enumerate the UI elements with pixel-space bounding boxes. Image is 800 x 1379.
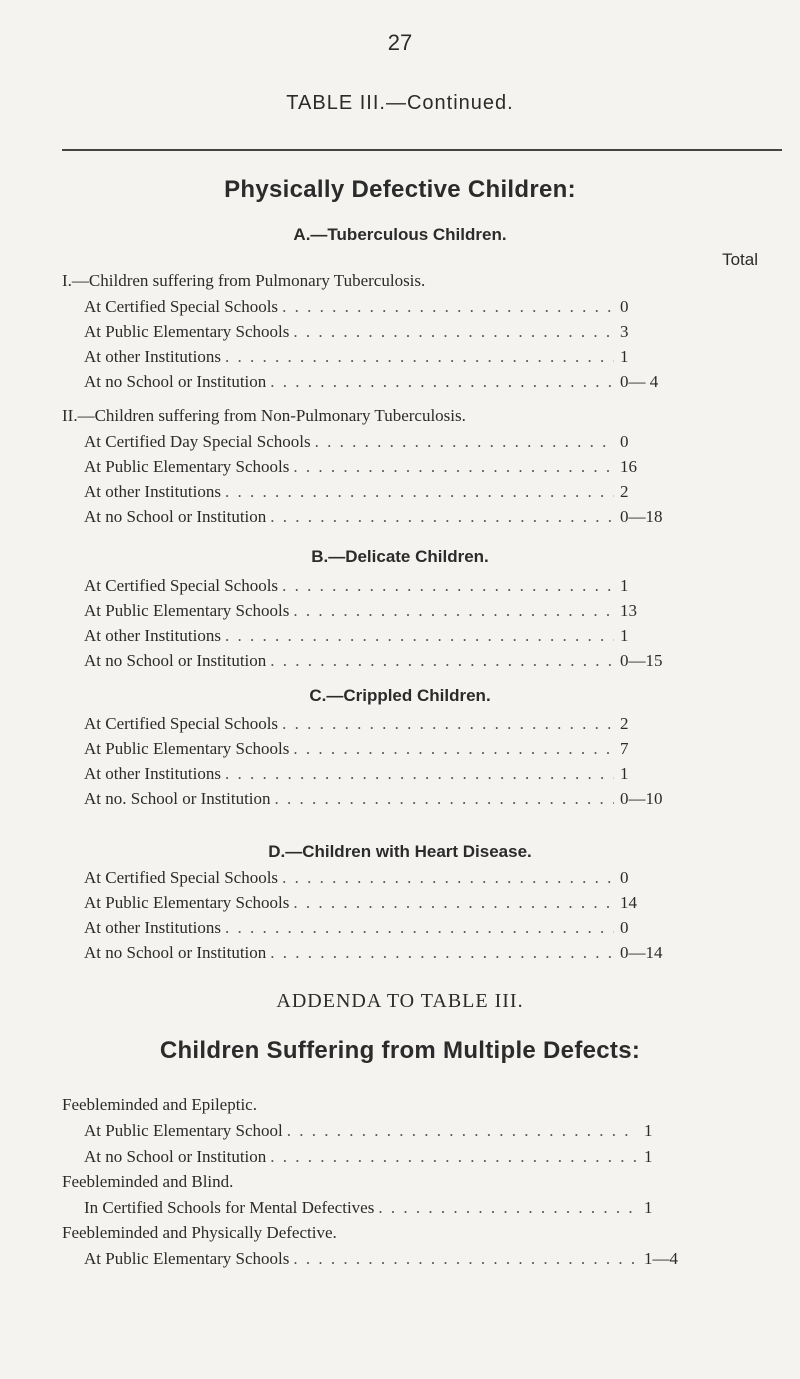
table-title: TABLE III.—Continued.: [286, 92, 514, 114]
table-row: [84, 507, 700, 531]
row-label: At Certified Special Schools: [84, 297, 279, 316]
divider-rule: [62, 149, 782, 151]
dot-leader: [266, 1147, 638, 1167]
row-value: 1: [620, 764, 629, 783]
row-label: At Public Elementary Schools: [84, 739, 290, 758]
row-value: 0—14: [620, 943, 663, 962]
table-row: [84, 714, 700, 738]
group-heading: Feebleminded and Physically Defective.: [62, 1223, 337, 1242]
row-value: 13: [620, 601, 637, 620]
table-row: [84, 482, 700, 506]
section-b-title: B.—Delicate Children.: [311, 547, 489, 566]
row-label: At Public Elementary Schools: [84, 1249, 290, 1268]
row-value: 0—10: [620, 789, 663, 808]
dot-leader: [283, 1121, 638, 1141]
table-row: [84, 601, 700, 625]
row-value: 1: [620, 347, 629, 366]
row-value: 1: [620, 626, 629, 645]
section-c-title: C.—Crippled Children.: [309, 686, 491, 705]
row-value: 2: [620, 714, 629, 733]
section-a-title: A.—Tuberculous Children.: [293, 225, 507, 244]
row-label: At Public Elementary School: [84, 1121, 283, 1140]
total-column-label: Total: [722, 250, 758, 269]
table-row: [84, 943, 700, 967]
row-label: At Certified Day Special Schools: [84, 432, 311, 451]
row-label: At no School or Institution: [84, 507, 267, 526]
table-row: [84, 372, 700, 396]
dot-leader: [221, 764, 614, 784]
row-value: 1—4: [644, 1249, 678, 1268]
row-label: At Public Elementary Schools: [84, 322, 290, 341]
row-label: At no School or Institution: [84, 943, 267, 962]
row-value: 0: [620, 432, 629, 451]
row-label: At Certified Special Schools: [84, 714, 279, 733]
row-label: At no School or Institution: [84, 1147, 267, 1166]
row-value: 1: [644, 1121, 653, 1140]
dot-leader: [311, 432, 614, 452]
table-row: [84, 1147, 724, 1171]
table-row: [84, 918, 700, 942]
table-row: [84, 789, 700, 813]
table-row: [84, 432, 700, 456]
row-value: 3: [620, 322, 629, 341]
dot-leader: [221, 626, 614, 646]
row-label: In Certified Schools for Mental Defectives: [84, 1198, 375, 1217]
group-heading: Feebleminded and Blind.: [62, 1172, 234, 1191]
row-value: 16: [620, 457, 637, 476]
section-a-part1-heading: I.—Children suffering from Pulmonary Tuberculosis.: [62, 271, 426, 290]
row-value: 14: [620, 893, 637, 912]
multiple-defects-heading: Children Suffering from Multiple Defects:: [159, 1037, 641, 1064]
dot-leader: [271, 789, 614, 809]
row-value: 7: [620, 739, 629, 758]
row-label: At other Institutions: [84, 626, 221, 645]
row-label: At other Institutions: [84, 764, 221, 783]
table-row: [84, 1249, 724, 1273]
table-row: [84, 1198, 724, 1222]
row-label: At other Institutions: [84, 482, 221, 501]
table-row: [84, 651, 700, 675]
dot-leader: [278, 868, 614, 888]
group-heading: Feebleminded and Epileptic.: [62, 1095, 257, 1114]
table-row: [84, 347, 700, 371]
row-value: 2: [620, 482, 629, 501]
row-label: At Public Elementary Schools: [84, 457, 290, 476]
dot-leader: [289, 739, 614, 759]
table-row: [84, 868, 700, 892]
dot-leader: [221, 347, 614, 367]
row-label: At no. School or Institution: [84, 789, 271, 808]
table-row: [84, 576, 700, 600]
section-a-part2-heading: II.—Children suffering from Non-Pulmonary Tuberculosis.: [62, 406, 466, 425]
row-value: 0: [620, 918, 629, 937]
row-label: At Public Elementary Schools: [84, 893, 290, 912]
dot-leader: [289, 1249, 638, 1269]
row-value: 0: [620, 297, 629, 316]
page-number: 27: [387, 30, 413, 55]
dot-leader: [266, 372, 614, 392]
main-heading: Physically Defective Children:: [224, 176, 576, 203]
dot-leader: [266, 943, 614, 963]
table-row: [84, 739, 700, 763]
table-row: [84, 1121, 724, 1145]
section-d-title: D.—Children with Heart Disease.: [268, 842, 532, 861]
row-value: 1: [644, 1147, 653, 1166]
table-row: [84, 322, 700, 346]
row-label: At no School or Institution: [84, 651, 267, 670]
table-row: [84, 626, 700, 650]
row-value: 1: [644, 1198, 653, 1217]
row-label: At other Institutions: [84, 918, 221, 937]
row-value: 0: [620, 868, 629, 887]
dot-leader: [289, 601, 614, 621]
addenda-title: ADDENDA TO TABLE III.: [276, 990, 524, 1012]
dot-leader: [266, 507, 614, 527]
row-label: At other Institutions: [84, 347, 221, 366]
row-label: At Public Elementary Schools: [84, 601, 290, 620]
row-value: 0— 4: [620, 372, 659, 391]
table-row: [84, 297, 700, 321]
dot-leader: [289, 893, 614, 913]
dot-leader: [278, 576, 614, 596]
row-label: At Certified Special Schools: [84, 868, 279, 887]
dot-leader: [266, 651, 614, 671]
dot-leader: [278, 297, 614, 317]
dot-leader: [374, 1198, 638, 1218]
dot-leader: [278, 714, 614, 734]
row-value: 1: [620, 576, 629, 595]
table-row: [84, 893, 700, 917]
table-row: [84, 457, 700, 481]
row-label: At Certified Special Schools: [84, 576, 279, 595]
dot-leader: [289, 457, 614, 477]
dot-leader: [289, 322, 614, 342]
row-label: At no School or Institution: [84, 372, 267, 391]
dot-leader: [221, 482, 614, 502]
row-value: 0—18: [620, 507, 663, 526]
table-row: [84, 764, 700, 788]
row-value: 0—15: [620, 651, 663, 670]
dot-leader: [221, 918, 614, 938]
